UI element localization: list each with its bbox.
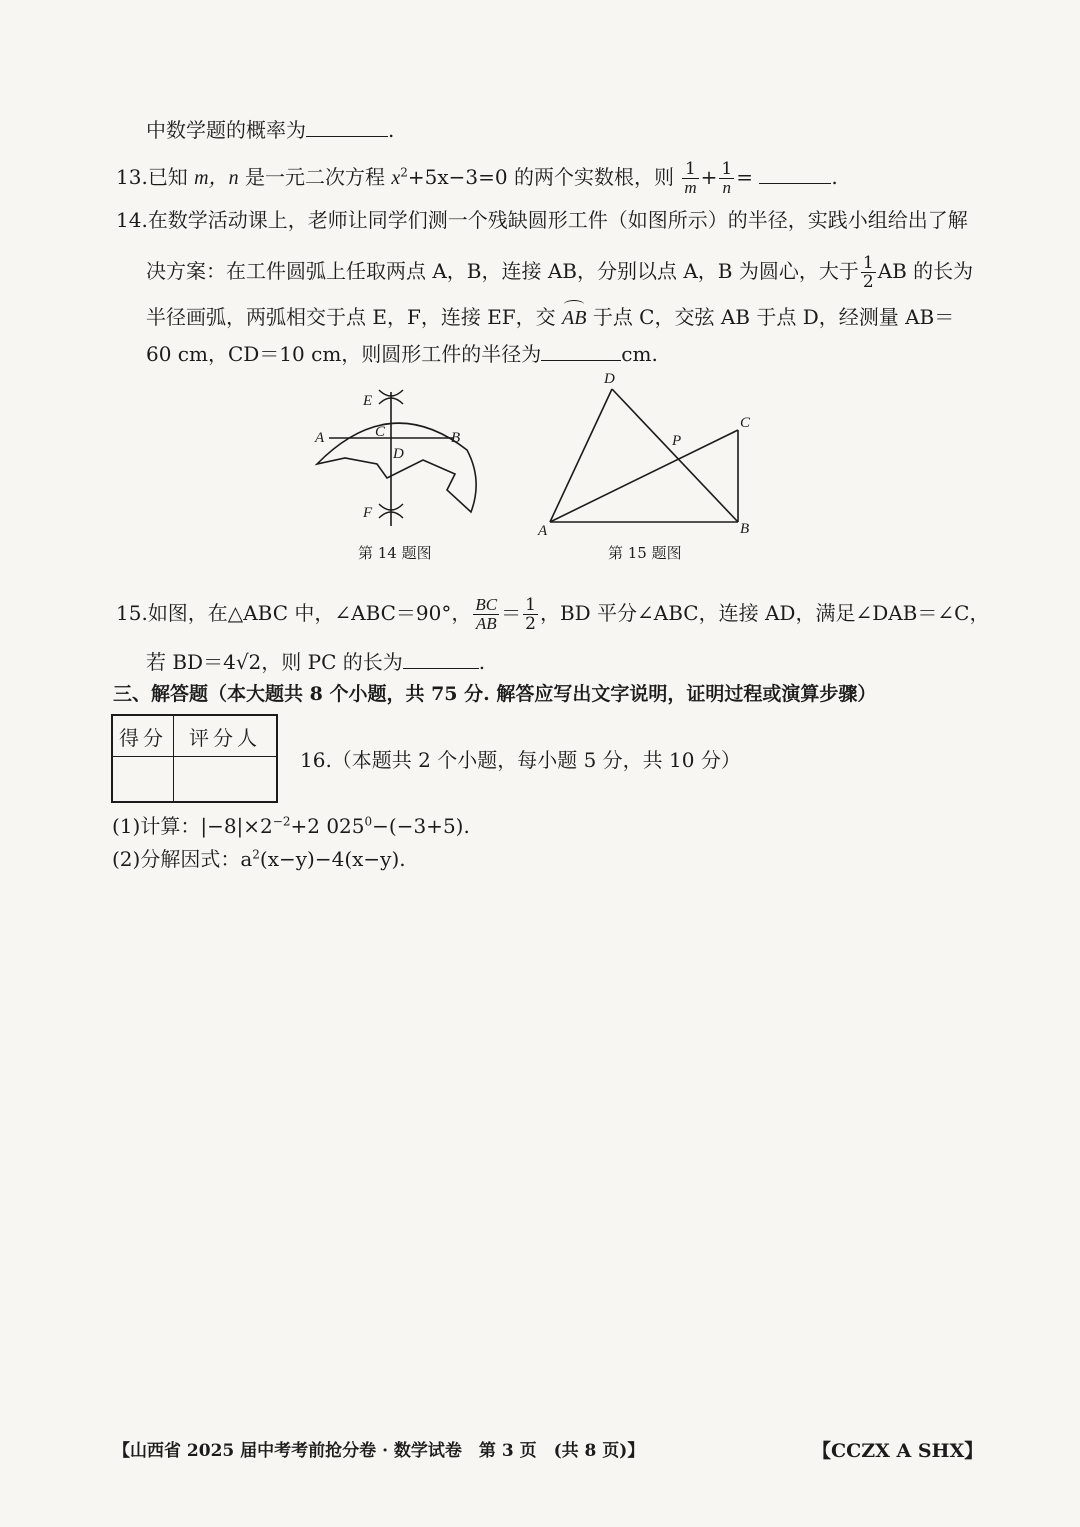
q15-half-fraction: $\frac{1}{2}$ — [525, 595, 536, 634]
q13-number: 13. — [116, 165, 148, 189]
figure-14 — [305, 380, 490, 530]
grader-cell[interactable] — [174, 757, 278, 803]
q16-title: 16.（本题共 2 个小题，每小题 5 分，共 10 分） — [300, 748, 741, 772]
q14-line-2: 决方案：在工件圆弧上任取两点 A，B，连接 AB，分别以点 A，B 为圆心，大于 $\frac{1}{2}$ AB 的长为 — [146, 253, 974, 292]
score-cell[interactable] — [112, 757, 174, 803]
q15-ratio-fraction: $\frac{BC}{AB}$ — [475, 595, 498, 633]
footer-right: 【CCZX A SHX】 — [812, 1440, 984, 1462]
q12-tail-line: 中数学题的概率为 . — [146, 118, 395, 142]
section-3-heading: 三、解答题（本大题共 8 个小题，共 75 分. 解答应写出文字说明，证明过程或演算步骤） — [113, 683, 877, 705]
fig15-label-d: D — [604, 371, 615, 387]
q12-answer-blank[interactable] — [306, 116, 388, 137]
q14-line-4: 60 cm，CD＝10 cm，则圆形工件的半径为 cm. — [146, 342, 658, 366]
fig14-label-b: B — [451, 430, 461, 446]
q15-answer-blank[interactable] — [403, 648, 479, 669]
q14-half-fraction: $\frac{1}{2}$ — [862, 253, 874, 292]
q14-number: 14. — [116, 208, 148, 232]
score-header: 得分 — [112, 715, 174, 757]
q15-line-1: 15.如图，在△ABC 中，∠ABC＝90°， $\frac{BC}{AB}$ ＝ $\frac{1}{2}$ ，BD 平分∠ABC，连接 AD，满足∠DAB＝∠C， — [116, 595, 990, 634]
fig15-side-ad — [550, 389, 612, 522]
fig15-label-p: P — [672, 433, 682, 449]
fig15-label-b: B — [740, 521, 750, 537]
fig15-caption: 第 15 题图 — [608, 544, 682, 562]
fig15-label-a: A — [538, 523, 548, 539]
fig14-label-e: E — [363, 393, 373, 409]
fig14-label-a: A — [315, 430, 325, 446]
q15-number: 15. — [116, 601, 148, 625]
footer-left: 【山西省 2025 届中考考前抢分卷 · 数学试卷 第 3 页 (共 8 页)】 — [113, 1441, 645, 1461]
q16-part-1: (1)计算：$|-8|\times 2^{-2}+2$ $025^0-(-3+5)$. — [112, 814, 470, 838]
score-table — [111, 714, 278, 803]
q12-tail-text: 中数学题的概率为 — [146, 118, 306, 142]
fig15-label-c: C — [740, 415, 751, 431]
fig15-side-ac — [550, 430, 738, 522]
q13-line: 13.已知 m，n 是一元二次方程 $x^2+5x-3=0$ 的两个实数根，则 $\frac{1}{m}$ + $\frac{1}{n}$ = . — [116, 159, 838, 197]
fig14-caption: 第 14 题图 — [358, 544, 432, 562]
fig15-side-bd — [612, 389, 738, 522]
q14-line-3: 半径画弧，两弧相交于点 E，F，连接 EF，交 AB 于点 C，交弦 AB 于点 D，经测量 AB＝ — [146, 303, 954, 332]
q14-answer-blank[interactable] — [541, 340, 621, 361]
fig14-label-d: D — [393, 446, 404, 462]
q13-answer-blank[interactable] — [759, 163, 831, 184]
q13-fraction-1: $\frac{1}{m}$ — [684, 159, 697, 197]
q14-line-1: 14.在数学活动课上，老师让同学们测一个残缺圆形工件（如图所示）的半径，实践小组给出了解 — [116, 208, 968, 232]
grader-header: 评分人 — [174, 715, 278, 757]
figure-15 — [530, 365, 760, 540]
q13-fraction-2: $\frac{1}{n}$ — [721, 159, 733, 197]
fig14-label-c: C — [375, 424, 386, 440]
q15-line-2: 若 BD＝4√2，则 PC 的长为 . — [146, 650, 486, 674]
q16-part-2: (2)分解因式：$a^2(x-y)-4(x-y)$. — [112, 847, 406, 871]
fig14-label-f: F — [363, 505, 373, 521]
arc-ab: AB — [562, 304, 586, 332]
